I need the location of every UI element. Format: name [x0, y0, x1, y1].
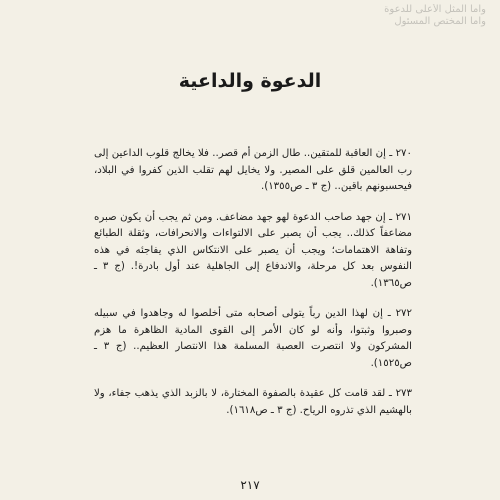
entry-270: ٢٧٠ ـ إن العاقبة للمتقين.. طال الزمن أم قصر.. فلا يخالج قلوب الداعين إلى رب العالمين قلق على المصير. ولا يخايل لهم تقلب الذين كفروا في البلاد، فيحسبونهم باقين.. (ج ٣ ـ ص١٣٥٥). [94, 148, 412, 192]
entry-273: ٢٧٣ ـ لقد قامت كل عقيدة بالصفوة المختارة، لا بالزبد الذي يذهب جفاء، ولا بالهشيم الذي تذروه الرياح. (ج ٣ ـ ص١٦١٨). [94, 388, 412, 416]
entry-271: ٢٧١ ـ إن جهد صاحب الدعوة لهو جهد مضاعف. ومن ثم يجب أن يكون صبره مضاعفاً كذلك.. يجب أن يصبر على الالتواءات والانحرافات، وثقلة الطبائع وتفاهة الاهتمامات؛ ويجب أن يصبر على الانتكاس الذي يفاجئه في هذه النفوس بعد كل مرحلة، والاندفاع إلى الجاهلية عند أول بادرة!. (ج ٣ ـ ص١٣٦٥). [94, 211, 412, 289]
page-number: ٢١٧ [240, 478, 260, 492]
entries-list [94, 146, 412, 433]
entry-272: ٢٧٢ ـ إن لهذا الدين رباً يتولى أصحابه متى أخلصوا له وجاهدوا في سبيله وصبروا وثبتوا، وأنه لو كان الأمر إلى القوى المادية الظاهرة ما هزم المشركون ولا انتصرت العصبة المسلمة هذا الانتصار العظيم.. (ج ٣ ـ ص١٥٢٥). [94, 308, 412, 369]
bleed-through-line: واما المثل الأعلى للدعوة [384, 4, 486, 15]
bleed-through-text [336, 4, 486, 46]
bleed-through-line: واما المختص المسئول [394, 16, 486, 27]
page-title: الدعوة والداعية [178, 70, 322, 92]
